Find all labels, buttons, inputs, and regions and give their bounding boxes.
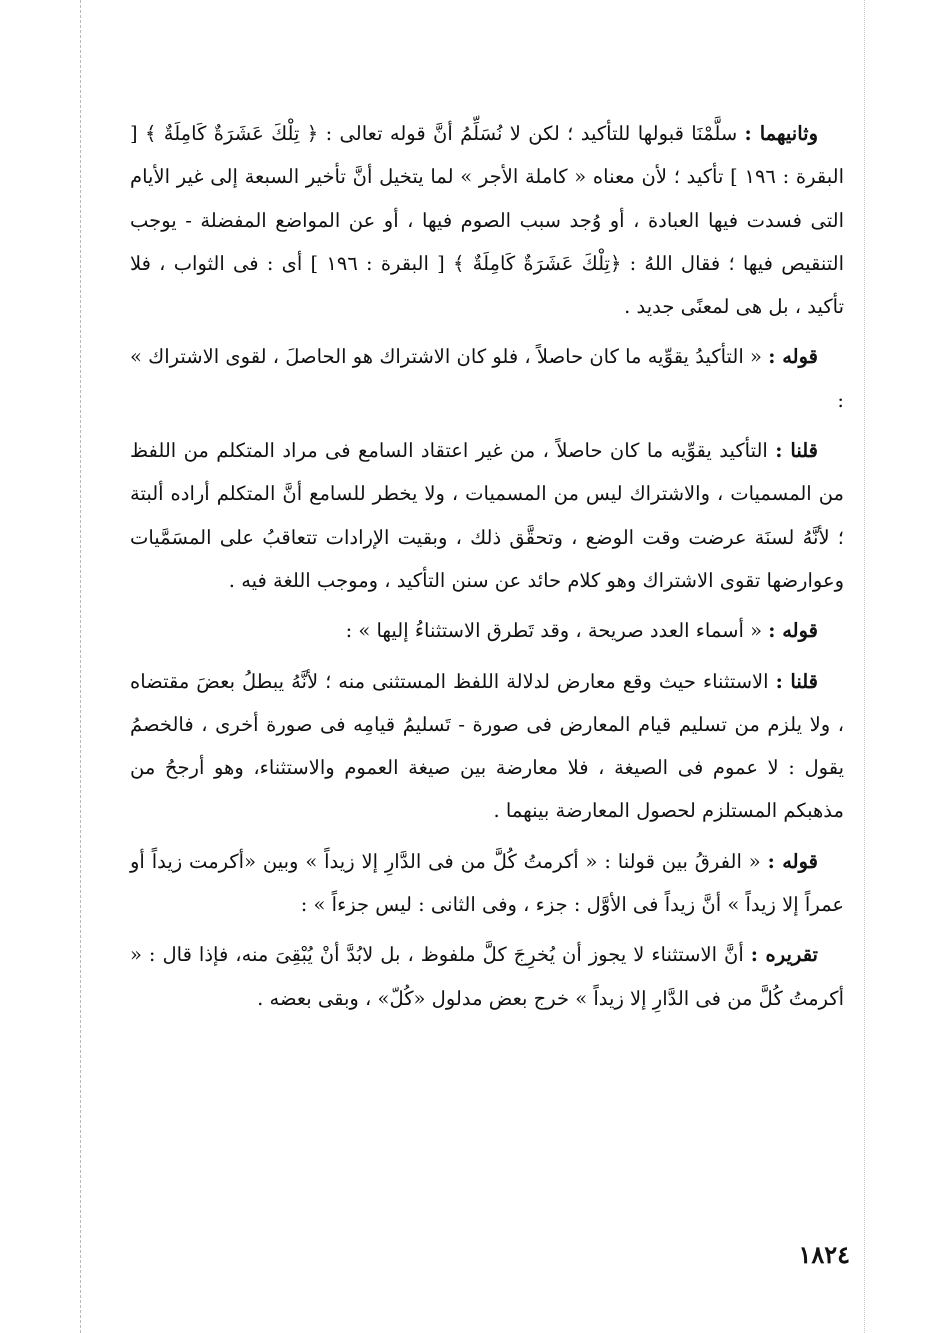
text-body (130, 112, 844, 1027)
right-margin-guide (864, 0, 865, 1333)
paragraph-text: « الفرقُ بين قولنا : « أكرمتُ كُلَّ من فى الدَّارِ إلا زيداً » وبين «أكرمت زيداً أو عمراً إلا زيداً » أنَّ زيداً فى الأوَّل : جزء ، وفى الثانى : ليس جزءاً » : (130, 849, 844, 917)
paragraph-text: سلَّمْنَا قبولها للتأكيد ؛ لكن لا نُسَلِّمُ أنَّ قوله تعالى : ﴿ تِلْكَ عَشَرَةٌ كَامِلَةٌ ﴾ [ البقرة : ١٩٦ ] تأكيد ؛ لأن معناه « كاملة الأجر » لما يتخيل أنَّ تأخير السبعة إلى غير الأيام التى فسدت فيها العبادة ، أو وُجد سبب الصوم فيها ، أو عن المواضع المفضلة - يوجب التنقيص فيها ؛ فقال اللهُ : ﴿تِلْكَ عَشَرَةٌ كَامِلَةٌ ﴾ [ البقرة : ١٩٦ ] أى : فى الثواب ، فلا تأكيد ، بل هى لمعنًى جديد . (130, 122, 844, 319)
paragraph-text: « التأكيدُ يقوِّيه ما كان حاصلاً ، فلو كان الاشتراك هو الحاصلَ ، لقوى الاشتراك » : (130, 345, 844, 412)
paragraph-second-answer (130, 112, 844, 328)
paragraph-explanation (130, 933, 844, 1020)
paragraph-lead: قلنا : (775, 669, 818, 693)
paragraph-quote-difference (130, 840, 844, 927)
paragraph-lead: قوله : (767, 849, 819, 873)
paragraph-text: أنَّ الاستثناء لا يجوز أن يُخرِجَ كلَّ ملفوظ ، بل لابُدَّ أنْ يُبْقِىَ منه، فإذا قال : « أكرمتُ كُلَّ من فى الدَّارِ إلا زيداً » خرج بعض مدلول «كُلّ» ، وبقى بعضه . (130, 943, 844, 1010)
page-number: ١٨٢٤ (798, 1240, 850, 1269)
paragraph-text: التأكيد يقوِّيه ما كان حاصلاً ، من غير اعتقاد السامع فى مراد المتكلم من اللفظ من المسميات ، والاشتراك ليس من المسميات ، ولا يخطر للسامع أنَّ المتكلم أراده ألبتة ؛ لأنَّهُ لسنَة عرضت وقت الوضع ، وتحقَّق ذلك ، وبقيت الإرادات تتعاقبُ على المسَمَّيات وعوارضها تقوى الاشتراك وهو كلام حائد عن سنن التأكيد ، وموجب اللغة فيه . (130, 439, 844, 592)
paragraph-reply-exception (130, 660, 844, 833)
left-margin-guide (80, 0, 81, 1333)
paragraph-quote-numbers (130, 609, 844, 652)
paragraph-quote-emphasis (130, 335, 844, 422)
paragraph-lead: قلنا : (775, 439, 818, 463)
paragraph-text: الاستثناء حيث وقع معارض لدلالة اللفظ المستثنى منه ؛ لأنَّهُ يبطلُ بعضَ مقتضاه ، ولا يلزم من تسليم قيام المعارض فى صورة - تَسليمُ قيامِه فى صورة أخرى ، فالخصمُ يقول : لا عموم فى الصيغة ، فلا معارضة بين صيغة العموم والاستثناء، وهو أرجحُ من مذهبكم المستلزم لحصول المعارضة بينهما . (130, 669, 844, 823)
paragraph-lead: وثانيهما : (744, 122, 818, 145)
paragraph-lead: قوله : (768, 619, 818, 643)
paragraph-lead: تقريره : (750, 943, 818, 967)
paragraph-text: « أسماء العدد صريحة ، وقد تَطرق الاستثناءُ إليها » : (345, 619, 769, 643)
paragraph-lead: قوله : (768, 345, 818, 369)
paragraph-reply-emphasis (130, 429, 844, 602)
